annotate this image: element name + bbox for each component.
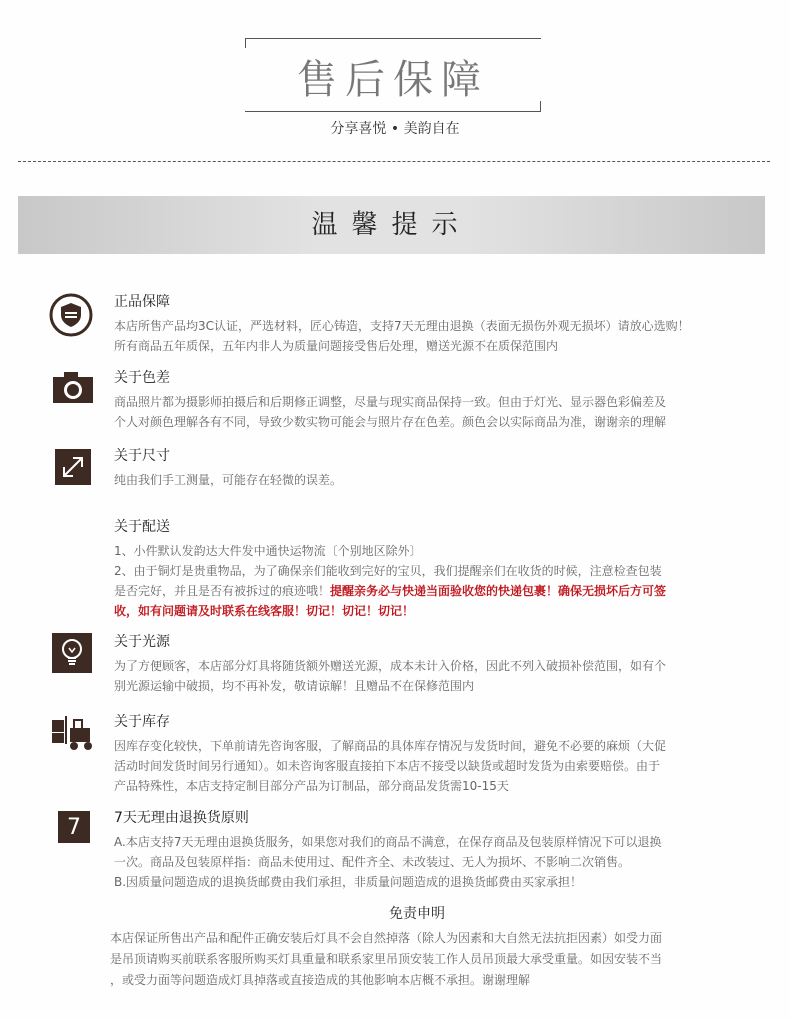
disclaimer-text: 是吊顶请购买前联系客服所购买灯具重量和联系家里吊顶安装工作人员吊顶最大承受重量。如因安装不当 bbox=[110, 952, 663, 966]
forklift-icon bbox=[50, 714, 98, 752]
section-text: 所有商品五年质保，五年内非人为质量问题接受售后处理，赠送光源不在质保范围内 bbox=[114, 339, 559, 353]
section-title: 关于库存 bbox=[114, 714, 170, 730]
warning-text: 收，如有问题请及时联系在线客服！切记！切记！切记！ bbox=[114, 604, 415, 618]
number-seven-icon-text: 7 bbox=[67, 814, 81, 840]
section-text: 产品特殊性，本店支持定制目部分产品为订制品，部分商品发货需10-15天 bbox=[114, 779, 509, 793]
section-text: A.本店支持7天无理由退换货服务，如果您对我们的商品不满意，在保存商品及包装原样情况下可以退换 bbox=[114, 835, 662, 849]
section-authentic-guarantee bbox=[114, 292, 724, 356]
section-text: 别光源运输中破损，均不再补发，敬请谅解！且赠品不在保修范围内 bbox=[114, 679, 475, 693]
header-top-line bbox=[245, 38, 541, 39]
section-text: 一次。商品及包装原样指：商品未使用过、配件齐全、未改装过、无人为损坏、不影响二次销售。 bbox=[114, 855, 631, 869]
section-title: 关于尺寸 bbox=[114, 448, 170, 464]
section-text: 纯由我们手工测量，可能存在轻微的误差。 bbox=[114, 473, 343, 487]
section-return-policy bbox=[114, 808, 724, 892]
dashed-divider bbox=[18, 161, 770, 162]
section-text: B.因质量问题造成的退换货邮费由我们承担，非质量问题造成的退换货邮费由买家承担！ bbox=[114, 875, 583, 889]
tips-banner-title: 温馨提示 bbox=[311, 210, 472, 240]
section-light-source bbox=[114, 632, 724, 696]
tips-banner bbox=[18, 196, 765, 254]
resize-arrow-icon bbox=[55, 449, 91, 485]
disclaimer-title: 免责申明 bbox=[389, 906, 445, 922]
camera-icon bbox=[52, 369, 94, 405]
header-right-tick bbox=[540, 101, 541, 111]
section-text: 为了方便顾客，本店部分灯具将随货额外赠送光源，成本未计入价格，因此不列入破损补偿范围，如有个 bbox=[114, 659, 667, 673]
page-subtitle: 分享喜悦 • 美韵自在 bbox=[330, 121, 460, 137]
light-bulb-icon bbox=[52, 633, 92, 673]
section-text: 个人对颜色理解各有不同，导致少数实物可能会与照片存在色差。颜色会以实际商品为准，谢谢亲的理解 bbox=[114, 415, 667, 429]
number-seven-icon bbox=[58, 811, 90, 843]
header-bottom-line bbox=[245, 111, 541, 112]
header-left-tick bbox=[245, 38, 246, 48]
section-text: 因库存变化较快，下单前请先咨询客服，了解商品的具体库存情况与发货时间，避免不必要的麻烦（大促 bbox=[114, 739, 667, 753]
section-text: 2、由于铜灯是贵重物品，为了确保亲们能收到完好的宝贝，我们提醒亲们在收货的时候，注意检查包装 bbox=[114, 564, 662, 578]
section-title: 关于光源 bbox=[114, 634, 170, 650]
page-header bbox=[245, 38, 541, 112]
section-text: 活动时间发货时间另行通知）。如未咨询客服直接拍下本店不接受以缺货或超时发货为由索要赔偿。由于 bbox=[114, 759, 661, 773]
section-title: 关于配送 bbox=[114, 519, 170, 535]
disclaimer-text: ，或受力面等问题造成灯具掉落或直接造成的其他影响本店概不承担。谢谢理解 bbox=[110, 973, 531, 987]
section-text: 本店所售产品均3C认证，严选材料，匠心铸造，支持7天无理由退换（表面无损伤外观无损坏）请放心选购！ bbox=[114, 319, 690, 333]
section-text: 商品照片都为摄影师拍摄后和后期修正调整，尽量与现实商品保持一致。但由于灯光、显示器色彩偏差及 bbox=[114, 395, 667, 409]
section-inventory bbox=[114, 712, 724, 796]
section-text: 1、小件默认发韵达大件发中通快运物流〔个别地区除外〕 bbox=[114, 544, 422, 558]
section-title: 7天无理由退换货原则 bbox=[114, 810, 249, 826]
shield-icon bbox=[48, 292, 94, 338]
section-title: 关于色差 bbox=[114, 370, 170, 386]
disclaimer-section bbox=[110, 904, 724, 991]
disclaimer-text: 本店保证所售出产品和配件正确安装后灯具不会自然掉落（除人为因素和大自然无法抗拒因素）如受力面 bbox=[110, 931, 663, 945]
section-color-difference bbox=[114, 368, 724, 432]
section-size bbox=[114, 446, 724, 490]
page-title: 售后保障 bbox=[297, 57, 489, 103]
section-title: 正品保障 bbox=[114, 294, 170, 310]
section-text-mixed bbox=[114, 581, 724, 601]
section-delivery bbox=[114, 517, 724, 621]
warning-text: 提醒亲务必与快递当面验收您的快递包裹！确保无损坏后方可签 bbox=[330, 584, 667, 598]
section-text: 是否完好，并且是否有被拆过的痕迹哦！ bbox=[114, 584, 331, 598]
